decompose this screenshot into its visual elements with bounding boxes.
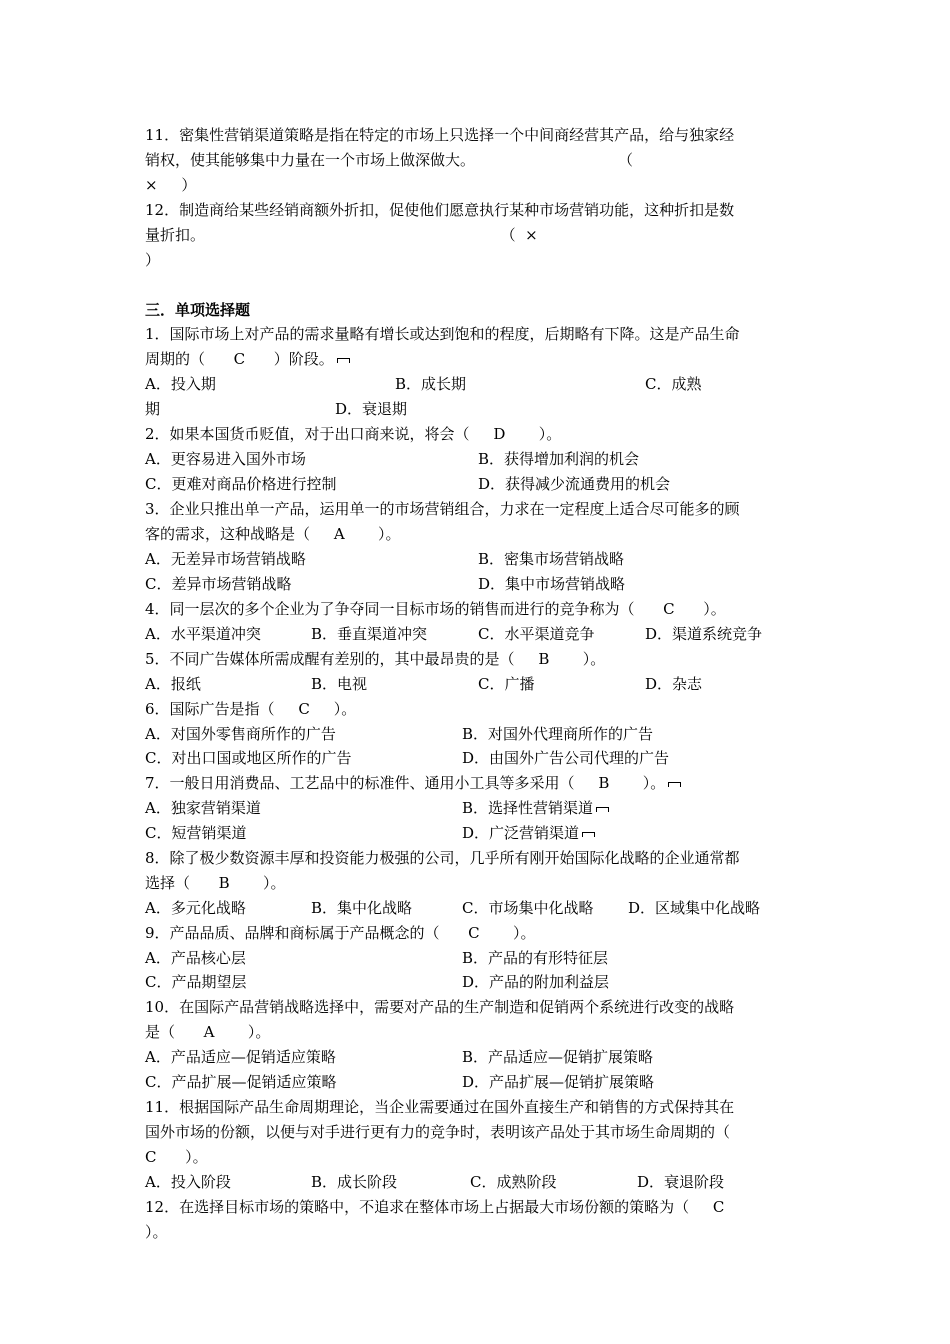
mc-q9-opt-c: C．产品期望层: [145, 973, 247, 991]
mc-q11-opt-c: C．成熟阶段: [470, 1173, 557, 1191]
tf-q12-line2: 量折扣。 （ ×: [145, 226, 538, 244]
mc-q11-line2: 国外市场的份额，以便与对手进行更有力的竞争时，表明该产品处于其市场生命周期的（: [145, 1123, 731, 1141]
mc-q6-opt-c: C．对出口国或地区所作的广告: [145, 749, 352, 767]
mc-q2-opt-b: B．获得增加利润的机会: [478, 450, 640, 468]
mc-q3-opt-c: C．差异市场营销战略: [145, 575, 292, 593]
mc-q9-opt-b: B．产品的有形特征层: [462, 949, 609, 967]
mc-q10-opt-c: C．产品扩展—促销适应策略: [145, 1073, 337, 1091]
mc-q3-opt-b: B．密集市场营销战略: [478, 550, 625, 568]
mc-q1-line2: 周期的（ C ）阶段。: [145, 347, 810, 372]
mc-q8-line2: 选择（ B ）。: [145, 874, 286, 892]
section-heading: 三．单项选择题: [145, 301, 251, 319]
mc-q6-line1: 6．国际广告是指（ C ）。: [145, 700, 357, 718]
mc-q6-opt-a: A．对国外零售商所作的广告: [145, 725, 336, 743]
mc-q11-opt-b: B．成长阶段: [311, 1173, 398, 1191]
mc-q4-opt-c: C．水平渠道竞争: [478, 625, 595, 643]
mc-q5-opt-b: B．电视: [311, 675, 368, 693]
mc-q10-opt-d: D．产品扩展—促销扩展策略: [462, 1073, 655, 1091]
mc-q2-line1: 2．如果本国货币贬值，对于出口商来说，将会（ D ）。: [145, 425, 562, 443]
mc-q10-line2: 是（ A ）。: [145, 1023, 271, 1041]
mc-q6-opt-d: D．由国外广告公司代理的广告: [462, 749, 670, 767]
mc-q5-opt-c: C．广播: [478, 675, 535, 693]
mc-q12-line1: 12．在选择目标市场的策略中，不追求在整体市场上占据最大市场份额的策略为（ C: [145, 1198, 725, 1216]
mc-q2-opt-a: A．更容易进入国外市场: [145, 450, 306, 468]
edit-mark-icon: [668, 782, 681, 787]
mc-q7-opt-d: D．广泛营销渠道: [462, 821, 595, 846]
mc-q1-opt-c: C．成熟: [645, 375, 702, 393]
mc-q10-line1: 10．在国际产品营销战略选择中，需要对产品的生产制造和促销两个系统进行改变的战略: [145, 998, 735, 1016]
tf-q12-line1: 12．制造商给某些经销商额外折扣，促使他们愿意执行某种市场营销功能，这种折扣是数: [145, 201, 735, 219]
mc-q11-opt-d: D．衰退阶段: [637, 1173, 725, 1191]
mc-q8-opt-c: C．市场集中化战略: [462, 899, 594, 917]
mc-q3-line2: 客的需求，这种战略是（ A ）。: [145, 525, 401, 543]
mc-q6-opt-b: B．对国外代理商所作的广告: [462, 725, 654, 743]
mc-q8-opt-a: A．多元化战略: [145, 899, 246, 917]
mc-q3-opt-d: D．集中市场营销战略: [478, 575, 626, 593]
edit-mark-icon: [582, 832, 595, 837]
mc-q5-opt-a: A．报纸: [145, 675, 201, 693]
mc-q9-opt-d: D．产品的附加利益层: [462, 973, 610, 991]
edit-mark-icon: [596, 807, 609, 812]
mc-q8-opt-b: B．集中化战略: [311, 899, 413, 917]
mc-q4-line1: 4．同一层次的多个企业为了争夺同一目标市场的销售而进行的竞争称为（ C ）。: [145, 600, 726, 618]
mc-q3-opt-a: A．无差异市场营销战略: [145, 550, 306, 568]
mc-q9-opt-a: A．产品核心层: [145, 949, 246, 967]
mc-q2-opt-c: C．更难对商品价格进行控制: [145, 475, 337, 493]
mc-q7-opt-a: A．独家营销渠道: [145, 799, 261, 817]
mc-q4-opt-b: B．垂直渠道冲突: [311, 625, 428, 643]
mc-q3-line1: 3．企业只推出单一产品，运用单一的市场营销组合，力求在一定程度上适合尽可能多的顾: [145, 500, 740, 518]
mc-q5-line1: 5．不同广告媒体所需成醒有差别的，其中最昂贵的是（ B ）。: [145, 650, 606, 668]
edit-mark-icon: [337, 358, 350, 363]
mc-q8-opt-d: D．区域集中化战略: [628, 899, 761, 917]
mc-q10-opt-a: A．产品适应—促销适应策略: [145, 1048, 336, 1066]
tf-q11-line2: 销权，使其能够集中力量在一个市场上做深做大。 （: [145, 151, 634, 169]
mc-q1-opt-a: A．投入期: [145, 375, 216, 393]
mc-q7-opt-c: C．短营销渠道: [145, 824, 247, 842]
mc-q2-opt-d: D．获得减少流通费用的机会: [478, 475, 671, 493]
mc-q12-line2: ）。: [145, 1223, 168, 1241]
mc-q10-opt-b: B．产品适应—促销扩展策略: [462, 1048, 654, 1066]
tf-q11-line1: 11．密集性营销渠道策略是指在特定的市场上只选择一个中间商经营其产品，给与独家经: [145, 126, 735, 144]
mc-q11-opt-a: A．投入阶段: [145, 1173, 231, 1191]
mc-q11-line3: C ）。: [145, 1148, 208, 1166]
mc-q8-line1: 8．除了极少数资源丰厚和投资能力极强的公司，几乎所有刚开始国际化战略的企业通常都: [145, 849, 740, 867]
mc-q4-opt-a: A．水平渠道冲突: [145, 625, 261, 643]
mc-q7-opt-b: B．选择性营销渠道: [462, 796, 609, 821]
mc-q11-line1: 11．根据国际产品生命周期理论，当企业需要通过在国外直接生产和销售的方式保持其在: [145, 1098, 735, 1116]
mc-q1-opt-d: D．衰退期: [335, 400, 408, 418]
mc-q7-line1: 7．一般日用消费品、工艺品中的标准件、通用小工具等多采用（ B ）。: [145, 771, 810, 796]
mc-q5-opt-d: D．杂志: [645, 675, 703, 693]
tf-q11-line3: × ）: [145, 176, 197, 194]
mc-q4-opt-d: D．渠道系统竞争: [645, 625, 763, 643]
mc-q1-line1: 1．国际市场上对产品的需求量略有增长或达到饱和的程度，后期略有下降。这是产品生命: [145, 325, 740, 343]
mc-q9-line1: 9．产品品质、品牌和商标属于产品概念的（ C ）。: [145, 924, 536, 942]
tf-q12-line3: ）: [145, 251, 161, 269]
mc-q1-opt-c-cont: 期: [145, 400, 161, 418]
mc-q1-opt-b: B．成长期: [395, 375, 467, 393]
